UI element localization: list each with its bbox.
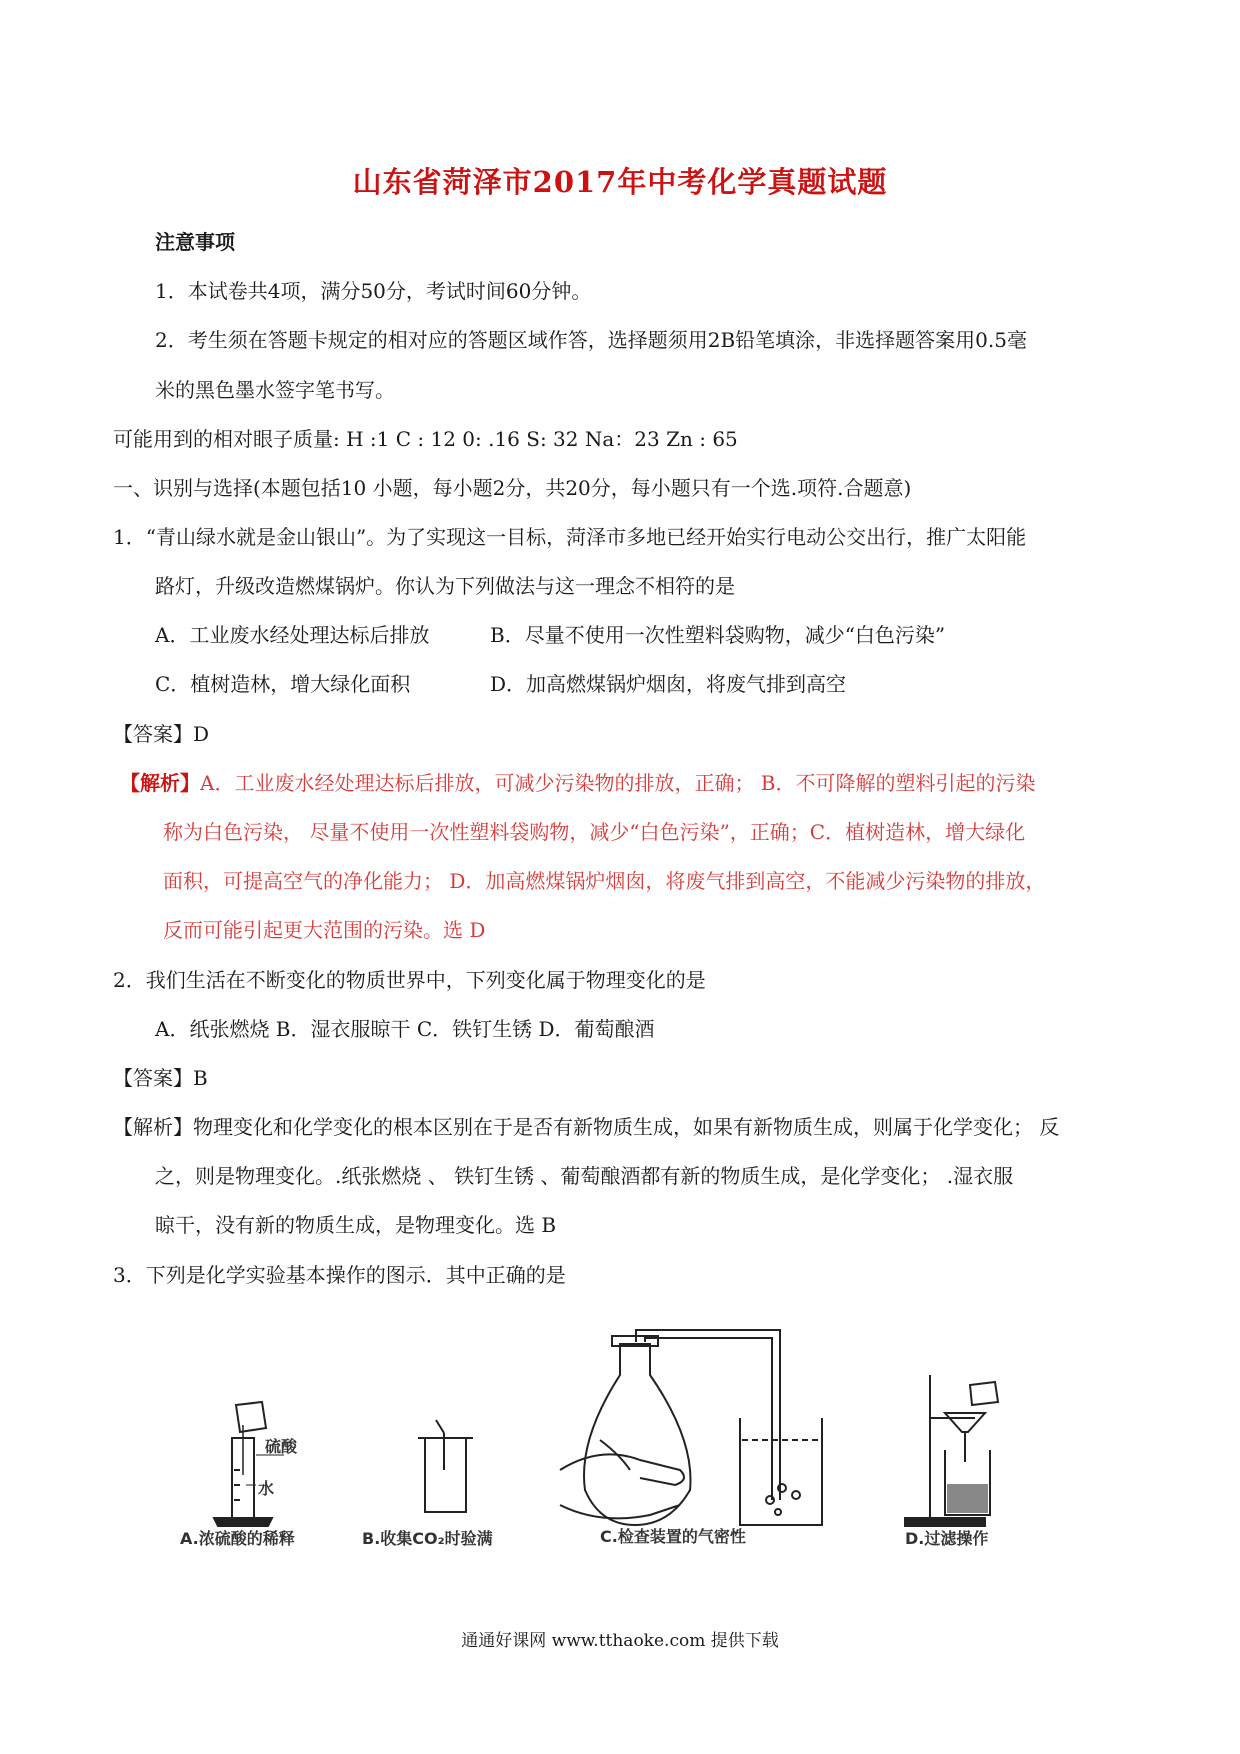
q2-answer: 【答案】B — [113, 1066, 208, 1090]
q3-stem: 3．下列是化学实验基本操作的图示．其中正确的是 — [113, 1263, 566, 1287]
q1-option-d: D．加高燃煤锅炉烟囱，将废气排到高空 — [490, 672, 847, 696]
q1-answer: 【答案】D — [113, 722, 210, 746]
fig-b-co2-drawing — [418, 1420, 473, 1512]
notice-item-2b: 米的黑色墨水签字笔书写。 — [155, 378, 395, 402]
notice-item-2a: 2．考生须在答题卡规定的相对应的答题区域作答，选择题须用2B铅笔填涂，非选择题答案用0.5毫 — [155, 328, 1027, 352]
q1-option-c: C．植树造林，增大绿化面积 — [155, 672, 411, 696]
q1-stem-b: 路灯，升级改造燃煤锅炉。你认为下列做法与这一理念不相符的是 — [155, 574, 735, 598]
q2-analysis-line-1: 【解析】物理变化和化学变化的根本区别在于是否有新物质生成，如果有新物质生成，则属于化学变化； 反 — [113, 1115, 1060, 1139]
q1-analysis-line-4: 反而可能引起更大范围的污染。选 D — [163, 918, 486, 942]
fig-a-label: A.浓硫酸的稀释 — [180, 1529, 295, 1548]
q1-option-a: A．工业废水经处理达标后排放 — [155, 623, 430, 647]
section-heading: 一、识别与选择(本题包括10 小题，每小题2分，共20分，每小题只有一个选.项符.合题意) — [113, 476, 912, 500]
q2-options: A．纸张燃烧 B．湿衣服晾干 C．铁钉生锈 D．葡萄酿酒 — [155, 1017, 655, 1041]
fig-a-water-label: 水 — [258, 1479, 275, 1498]
q2-analysis-line-3: 晾干，没有新的物质生成，是物理变化。选 B — [155, 1213, 557, 1237]
fig-a-acid-label: 硫酸 — [265, 1437, 298, 1456]
q2-analysis-line-2: 之，则是物理变化。.纸张燃烧 、 铁钉生锈 、葡萄酿酒都有新的物质生成，是化学变化； .湿衣服 — [155, 1164, 1014, 1188]
page-title: 山东省菏泽市2017年中考化学真题试题 — [352, 165, 888, 199]
q1-analysis-text-1: A．工业废水经处理达标后排放，可减少污染物的排放，正确； B．不可降解的塑料引起的污染 — [200, 771, 1036, 795]
q1-option-b: B．尽量不使用一次性塑料袋购物，减少“白色污染” — [490, 623, 946, 647]
q1-analysis-line-3: 面积，可提高空气的净化能力； D．加高燃煤锅炉烟囱，将废气排到高空，不能减少污染物的排放， — [163, 869, 1046, 893]
q1-stem-a: 1．“青山绿水就是金山银山”。为了实现这一目标，菏泽市多地已经开始实行电动公交出行，推广太阳能 — [113, 525, 1027, 549]
fig-d-filtration-drawing — [905, 1375, 998, 1526]
q1-analysis-line-2: 称为白色污染， 尽量不使用一次性塑料袋购物，减少“白色污染”，正确；C．植树造林，增大绿化 — [163, 820, 1026, 844]
fig-c-label: C.检查装置的气密性 — [600, 1527, 746, 1546]
notice-item-1: 1．本试卷共4项，满分50分，考试时间60分钟。 — [155, 279, 592, 303]
fig-c-airtightness-drawing — [560, 1330, 822, 1525]
q2-stem: 2．我们生活在不断变化的物质世界中，下列变化属于物理变化的是 — [113, 968, 706, 992]
atomic-masses: 可能用到的相对眼子质量: H :1 C : 12 0: .16 S: 32 Na：23 Zn : 65 — [113, 427, 738, 451]
notice-heading: 注意事项 — [155, 230, 235, 254]
page-footer: 通通好课网 www.tthaoke.com 提供下载 — [461, 1631, 779, 1651]
fig-b-label: B.收集CO₂时验满 — [362, 1529, 493, 1548]
fig-d-label: D.过滤操作 — [905, 1529, 989, 1548]
fig-a-dilution-drawing — [214, 1402, 284, 1526]
q1-analysis-tag: 【解析】 — [120, 771, 200, 795]
